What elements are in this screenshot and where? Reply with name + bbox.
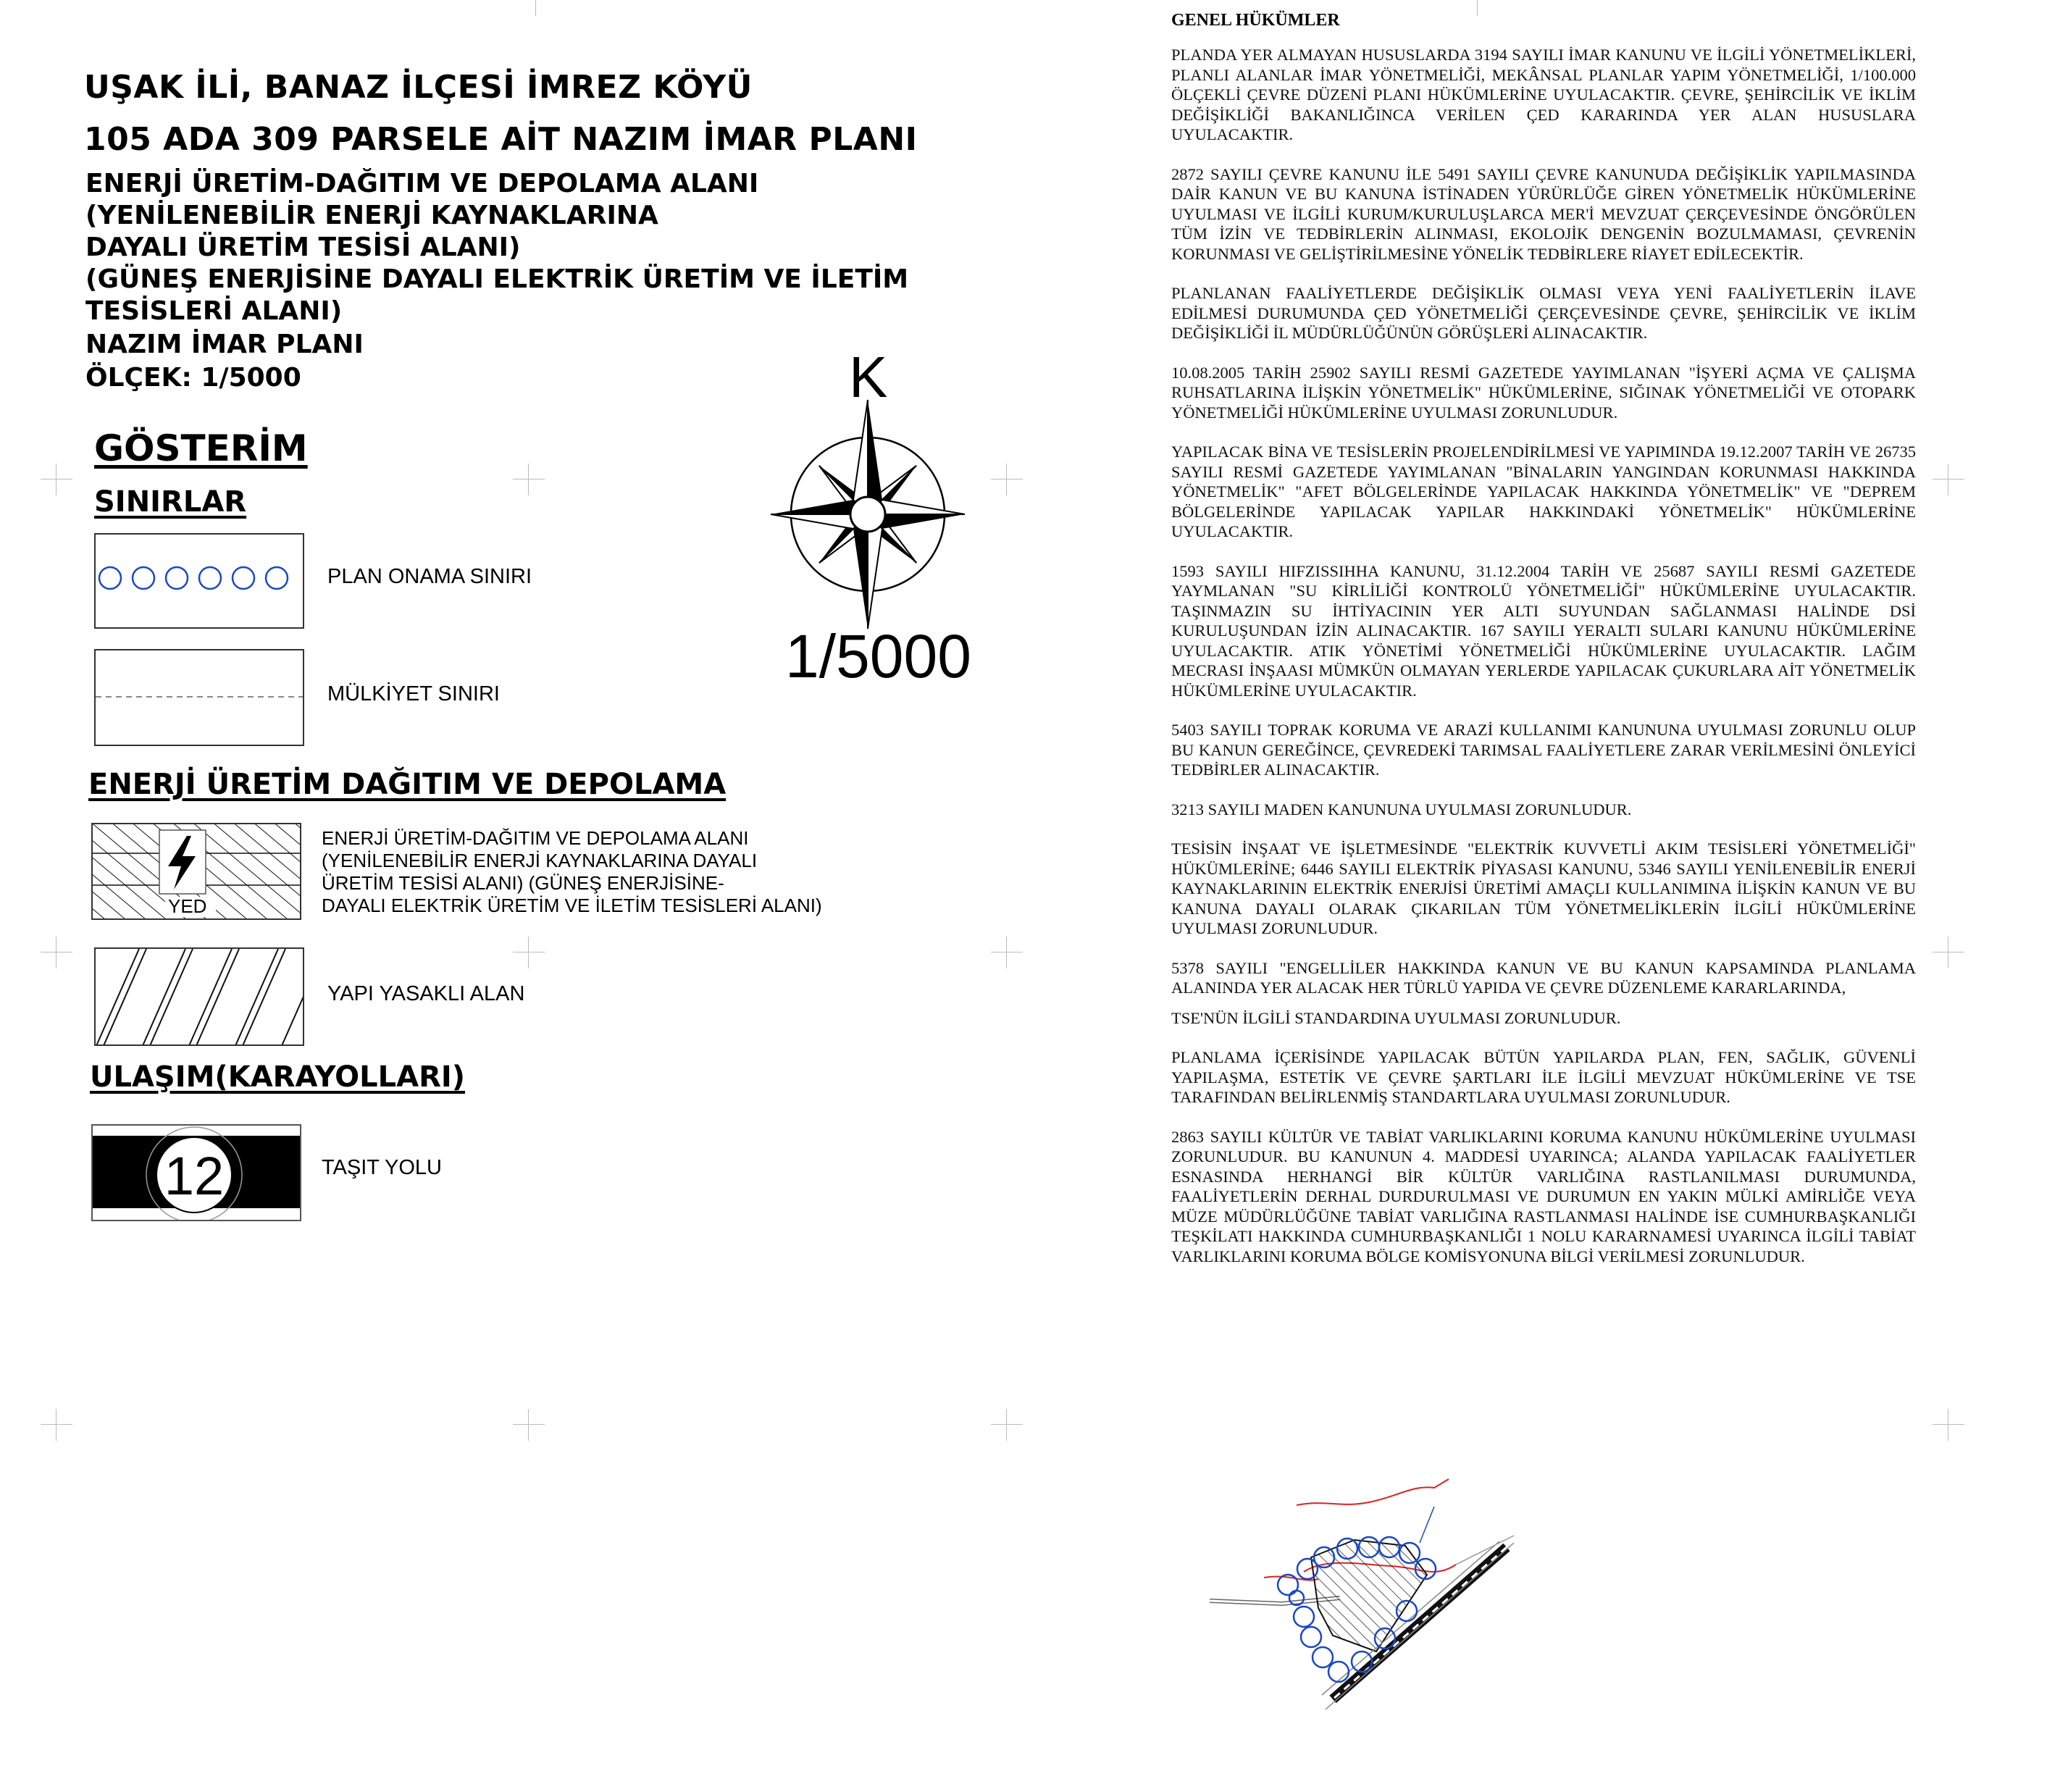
crop-mark — [991, 1409, 1023, 1441]
subtitle-line: NAZIM İMAR PLANI — [85, 330, 364, 359]
crop-mark — [1933, 1409, 1964, 1441]
general-provisions-text — [1171, 45, 1916, 1286]
ownership-symbol — [94, 649, 304, 746]
provision-paragraph: 2872 SAYILI ÇEVRE KANUNU İLE 5491 SAYILI ÇEVRE KANUNUDA DEĞİŞİKLİK YAPILMASINDA DAİR KANUN VE BU KANUNA İSTİNADEN YÜRÜRLÜĞE GİREN YÖNETMELİK HÜKÜMLERİNE UYULMASI VE İLGİLİ KURUM/KURULUŞLARCA MER'İ MEVZUAT ÇERÇEVESİNDE ÖNGÖRÜLEN TÜM İZİN VE TEDBİRLERİN ALINMASI, EKOLOJİK DENGENİN BOZULMAMASI, ÇEVRENİN KORUNMASI VE GELİŞTİRİLMESİNE YÖNELİK TEDBİRLERE RİAYET EDİLECEKTİR. — [1171, 164, 1916, 263]
subtitle-line: ENERJİ ÜRETİM-DAĞITIM VE DEPOLAMA ALANI — [85, 169, 759, 198]
contour-line — [1297, 1479, 1449, 1505]
plan-approval-symbol — [94, 533, 304, 629]
provision-paragraph: 1593 SAYILI HIFZISSIHHA KANUNU, 31.12.2004 TARİH VE 25687 SAYILI RESMİ GAZETEDE YAYMLANAN "SU KİRLİLİĞİ KONTROLÜ YÖNETMELİĞİ" HÜKÜMLERİNE UYULACAKTIR. TAŞINMAZIN SU İHTİYACININ YER ALTI SUYUNDAN SAĞLANMASI HALİNDE DSİ KURULUŞUNDAN İZİN ALINACAKTIR. 167 SAYILI YERALTI SULARI KANUNU HÜKÜMLERİNE UYULACAKTIR. ATIK YÖNETİMİ YÖNETMELİĞİ HÜKÜMLERİNE UYULACAKTIR. LAĞIM MECRASI İNŞAASI MÜMKÜN OLMAYAN YERLERDE YAPILACAK ÇUKURLARA AİT YÖNETMELİK HÜKÜMLERİNE UYULACAKTIR. — [1171, 561, 1916, 700]
legend-section-transport: ULAŞIM(KARAYOLLARI) — [90, 1060, 466, 1094]
crop-mark — [513, 937, 545, 968]
crop-mark — [520, 0, 552, 16]
plan-title-line1: UŞAK İLİ, BANAZ İLÇESİ İMREZ KÖYÜ — [84, 69, 753, 106]
legend-title: GÖSTERİM — [94, 427, 308, 469]
legend-section-energy: ENERJİ ÜRETİM DAĞITIM VE DEPOLAMA — [88, 768, 727, 801]
provision-paragraph: PLANDA YER ALMAYAN HUSUSLARDA 3194 SAYILI İMAR KANUNU VE İLGİLİ YÖNETMELİKLERİ, PLANLI ALANLAR İMAR YÖNETMELİĞİ, MEKÂNSAL PLANLAR YAPIM YÖNETMELİĞİ, 1/100.000 ÖLÇEKLİ ÇEVRE DÜZENİ PLANI HÜKÜMLERİNE UYULACAKTIR. ÇEVRE, ŞEHİRCİLİK VE İKLİM DEĞİŞİKLİĞİ BAKANLIĞINCA VERİLEN ÇED KARARINDA YER ALAN HUSUSLARA UYULACAKTIR. — [1171, 46, 1916, 143]
provision-paragraph: YAPILACAK BİNA VE TESİSLERİN PROJELENDİRİLMESİ VE YAPIMINDA 19.12.2007 TARİH VE 26735 SAYILI RESMİ GAZETEDE YAYIMLANAN "BİNALARIN YANGINDAN KORUNMASI HAKKINDA YÖNETMELİK" "AFET BÖLGELERİNDE YAPILACAK HAKKINDA YÖNETMELİK" VE "DEPREM BÖLGELERİNDE YAPILACAK YAPILAR HAKKINDAKİ YÖNETMELİK" HÜKÜMLERİNE UYULACAKTIR. — [1171, 443, 1916, 540]
crop-mark — [41, 1409, 72, 1441]
provision-paragraph: PLANLANAN FAALİYETLERDE DEĞİŞİKLİK OLMASI VEYA YENİ FAALİYETLERİN İLAVE EDİLMESİ DURUMUNDA ÇED YÖNETMELİĞİ ÇERÇEVESİNDE ÇEVRE, ŞEHİRCİLİK VE İKLİM DEĞİŞİKLİĞİ İL MÜDÜRLÜĞÜNÜN GÖRÜŞLERİ ALINACAKTIR. — [1171, 284, 1916, 342]
site-plan-map — [1195, 1456, 1543, 1731]
plan-title-line2: 105 ADA 309 PARSELE AİT NAZIM İMAR PLANI — [84, 121, 918, 158]
general-provisions-title: GENEL HÜKÜMLER — [1171, 11, 1340, 30]
dashed-line-icon — [96, 650, 304, 746]
provision-paragraph: 5378 SAYILI "ENGELLİLER HAKKINDA KANUN VE BU KANUN KAPSAMINDA PLANLAMA ALANINDA YER ALACAK HER TÜRLÜ YAPIDA VE ÇEVRE DÜZENLEME KARARLARINDA, — [1171, 958, 1916, 997]
energy-area-code: YED — [168, 895, 207, 917]
energy-area-label — [322, 827, 822, 917]
compass-rose-icon — [768, 397, 968, 636]
scale-label: ÖLÇEK: 1/5000 — [85, 363, 301, 393]
crop-mark — [1933, 937, 1964, 968]
no-build-symbol — [94, 947, 304, 1046]
subtitle-line: (YENİLENEBİLİR ENERJİ KAYNAKLARINA — [85, 201, 658, 230]
crop-mark — [1462, 0, 1494, 16]
provision-paragraph: 2863 SAYILI KÜLTÜR VE TABİAT VARLIKLARINI KORUMA KANUNU HÜKÜMLERİNE UYULMASI ZORUNLUDUR. BU KANUNUN 4. MADDESİ UYARINCA; ALANDA YAPILACAK FAALİYETLER ESNASINDA HERHANGİ BİR KÜLTÜR VARLIĞINA RASTLANILMASI DURUMUNDA, FAALİYETLERİN DERHAL DURDURULMASI VE DURUMUN EN YAKIN MÜLKİ AMİRLİĞE VEYA MÜZE MÜDÜRLÜĞÜNE TABİAT VARLIĞINA RASTLANMASI HALİNDE İSE CUMHURBAŞKANLIĞI TEŞKİLATI HAKKINDA CUMHURBAŞKANLIĞI 1 NOLU KARARNAMESİ UYARINCA İLGİLİ TABİAT VARLIKLARINI KORUMA BÖLGE KOMİSYONUNA BİLGİ VERİLMESİ ZORUNLUDUR. — [1171, 1127, 1916, 1265]
no-build-label: YAPI YASAKLI ALAN — [327, 982, 525, 1005]
legend-section-boundaries: SINIRLAR — [94, 485, 247, 519]
energy-label-line: (YENİLENEBİLİR ENERJİ KAYNAKLARINA DAYALI — [322, 850, 758, 871]
plan-subtitle — [85, 168, 908, 394]
energy-label-line: ENERJİ ÜRETİM-DAĞITIM VE DEPOLAMA ALANI — [322, 827, 749, 849]
north-letter: K — [849, 345, 888, 409]
crop-mark — [991, 464, 1023, 495]
crop-mark — [41, 937, 72, 968]
provision-paragraph: TESİSİN İNŞAAT VE İŞLETMESİNDE "ELEKTRİK KUVVETLİ AKIM TESİSLERİ YÖNETMELİĞİ" HÜKÜMLERİNE; 6446 SAYILI ELEKTRİK PİYASASI KANUNU, 5346 SAYILI YENİLENEBİLİR ENERJİ KAYNAKLARININ ELEKTRİK ENERJİSİ ÜRETİMİ AMAÇLI KULLANIMINA İLİŞKİN KANUN VE BU KANUNA DAYALI OLARAK ÇIKARILAN TÜM YÖNETMELİKLERİN İLGİLİ HÜKÜMLERİNE UYULMASI ZORUNLUDUR. — [1171, 840, 1916, 937]
energy-label-line: ÜRETİM TESİSİ ALANI) (GÜNEŞ ENERJİSİNE- — [322, 872, 724, 894]
crop-mark — [513, 1409, 545, 1441]
provision-paragraph: PLANLAMA İÇERİSİNDE YAPILACAK BÜTÜN YAPILARDA PLAN, FEN, SAĞLIK, GÜVENLİ YAPILAŞMA, ESTETİK VE ÇEVRE ŞARTLARI İLE İLGİLİ MEVZUAT HÜKÜMLERİNE VE TSE TARAFINDAN BELİRLENMİŞ STANDARTLARA UYULMASI ZORUNLUDUR. — [1171, 1048, 1916, 1106]
provision-paragraph: 3213 SAYILI MADEN KANUNUNA UYULMASI ZORUNLUDUR. — [1171, 800, 1632, 818]
provision-paragraph: 5403 SAYILI TOPRAK KORUMA VE ARAZİ KULLANIMI KANUNUNA UYULMASI ZORUNLU OLUP BU KANUN GEREĞİNCE, ÇEVREDEKİ TARIMSAL FAALİYETLERE ZARAR VERİLMESİNİ ÖNLEYİCİ TEDBİRLER ALINACAKTIR. — [1171, 721, 1916, 779]
crop-mark — [991, 937, 1023, 968]
ownership-label: MÜLKİYET SINIRI — [327, 682, 500, 706]
road-label: TAŞIT YOLU — [322, 1156, 442, 1179]
blue-circles-icon — [96, 535, 304, 629]
road-symbol — [91, 1124, 301, 1221]
road-width-value: 12 — [164, 1146, 225, 1206]
energy-area-symbol — [91, 823, 301, 920]
crop-mark — [41, 464, 72, 495]
subtitle-line: (GÜNEŞ ENERJİSİNE DAYALI ELEKTRİK ÜRETİM VE İLETİM — [85, 264, 909, 294]
energy-label-line: DAYALI ELEKTRİK ÜRETİM VE İLETİM TESİSLERİ ALANI) — [322, 895, 822, 916]
crop-mark — [1933, 464, 1964, 495]
subtitle-line: DAYALI ÜRETİM TESİSİ ALANI) — [85, 233, 521, 262]
plan-approval-label: PLAN ONAMA SINIRI — [327, 565, 532, 588]
provision-paragraph: TSE'NÜN İLGİLİ STANDARDINA UYULMASI ZORUNLUDUR. — [1171, 1008, 1621, 1027]
subtitle-line: TESİSLERİ ALANI) — [85, 296, 343, 326]
provision-paragraph: 10.08.2005 TARİH 25902 SAYILI RESMİ GAZETEDE YAYIMLANAN "İŞYERİ AÇMA VE ÇALIŞMA RUHSATLARINA İLİŞKİN YÖNETMELİK" HÜKÜMLERİNE, SIĞINAK YÖNETMELİĞİ VE OTOPARK YÖNETMELİĞİ HÜKÜMLERİNE UYULMASI ZORUNLUDUR. — [1171, 363, 1916, 422]
crop-mark — [513, 464, 545, 495]
diagonal-lines-icon — [96, 949, 304, 1046]
scale-ratio: 1/5000 — [785, 622, 971, 690]
